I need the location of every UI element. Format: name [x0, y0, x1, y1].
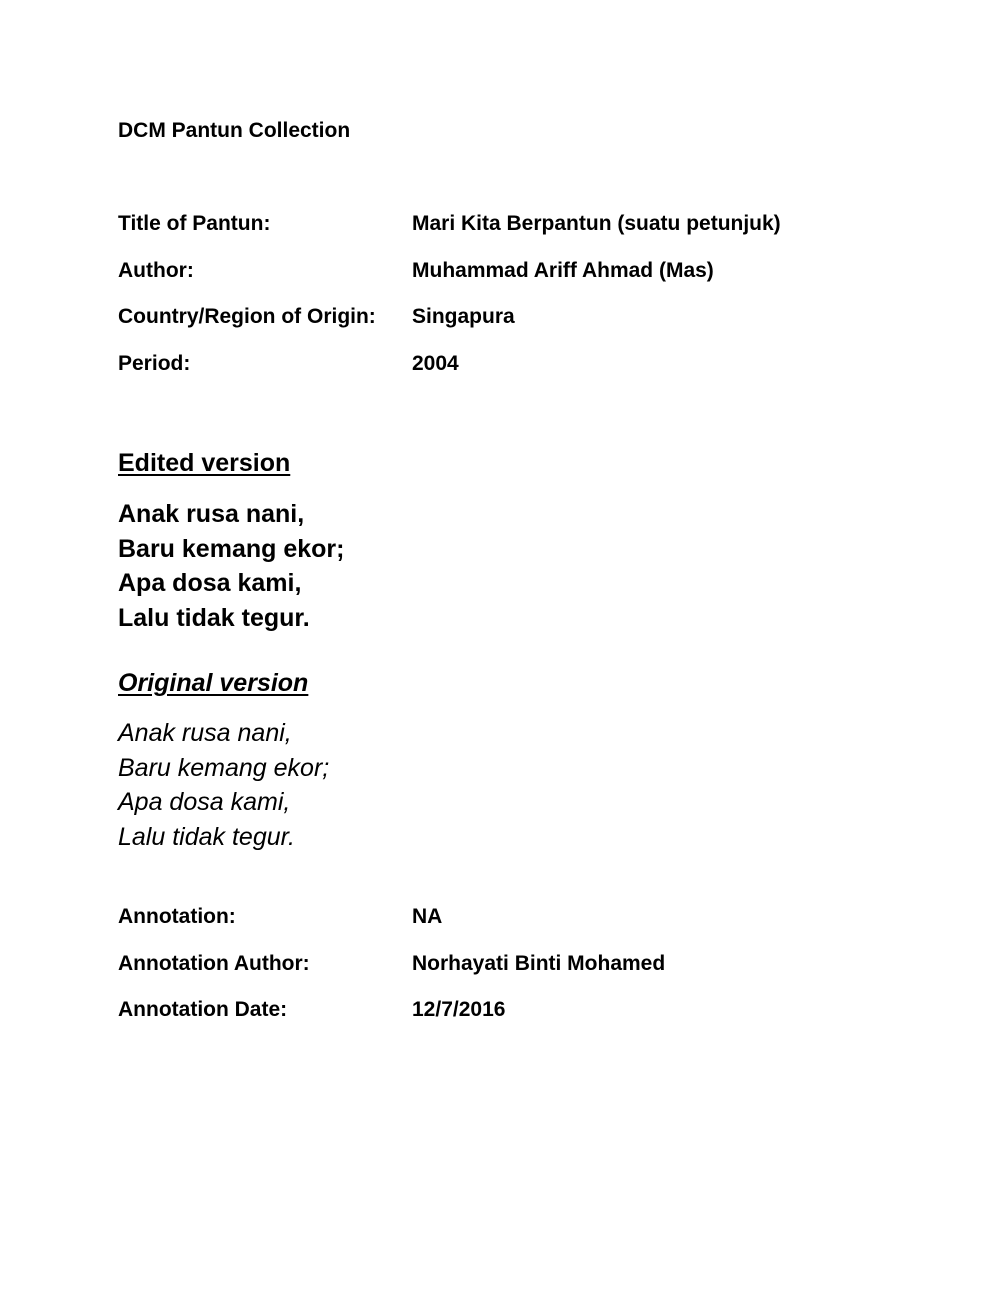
annotation-value: NA [412, 905, 443, 928]
meta-label: Title of Pantun: [118, 212, 271, 235]
annotation-author-value: Norhayati Binti Mohamed [412, 952, 666, 975]
meta-label: Country/Region of Origin: [118, 305, 376, 328]
verse-line: Lalu tidak tegur. [118, 822, 295, 851]
meta-label: Author: [118, 259, 194, 282]
verse-line: Lalu tidak tegur. [118, 603, 310, 632]
original-verse [118, 716, 329, 854]
collection-title: DCM Pantun Collection [118, 119, 351, 142]
meta-label: Period: [118, 352, 191, 375]
annotation-label: Annotation: [118, 905, 236, 928]
meta-value: Mari Kita Berpantun (suatu petunjuk) [412, 212, 781, 235]
meta-value: Muhammad Ariff Ahmad (Mas) [412, 259, 714, 282]
verse-line: Baru kemang ekor; [118, 534, 345, 563]
verse-line: Anak rusa nani, [118, 500, 305, 528]
annotation-author-label: Annotation Author: [118, 952, 310, 975]
verse-line: Apa dosa kami, [118, 569, 302, 597]
verse-line: Apa dosa kami, [118, 788, 291, 816]
meta-value: 2004 [412, 352, 459, 375]
verse-line: Anak rusa nani, [118, 719, 292, 747]
annotation-date-label: Annotation Date: [118, 998, 288, 1021]
edited-verse [118, 497, 344, 635]
meta-value: Singapura [412, 305, 515, 328]
original-version-heading: Original version [118, 669, 309, 697]
edited-version-heading: Edited version [118, 449, 291, 477]
annotation-date-value: 12/7/2016 [412, 998, 506, 1021]
verse-line: Baru kemang ekor; [118, 753, 330, 782]
